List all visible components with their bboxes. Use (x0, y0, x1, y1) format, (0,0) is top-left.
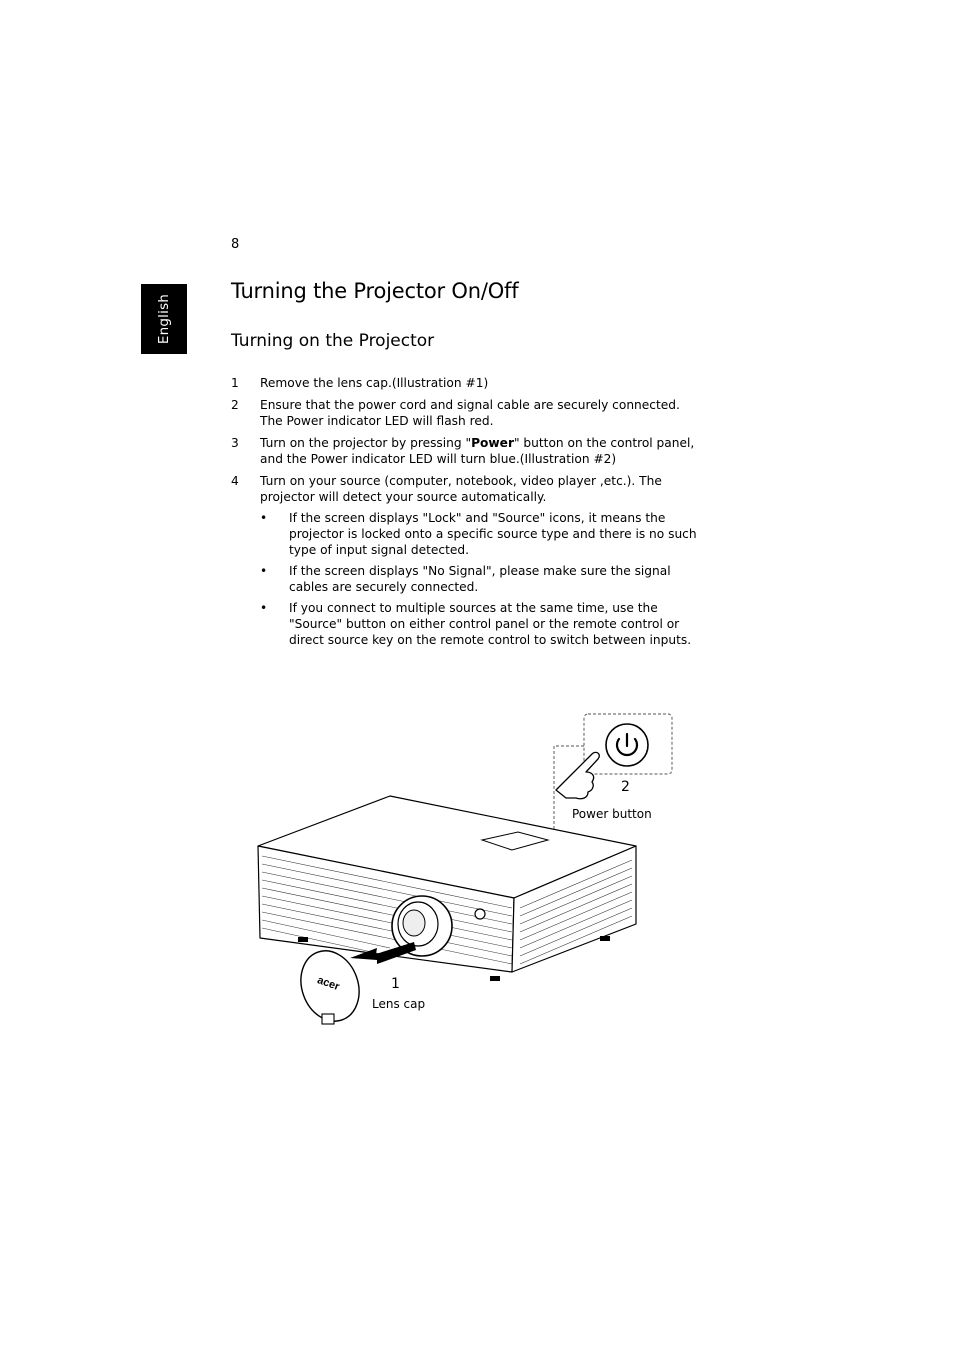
ir-sensor (475, 909, 485, 919)
bullet-item (260, 600, 706, 648)
step-number: 2 (231, 398, 239, 412)
language-tab-label: English (156, 293, 172, 345)
bullet-symbol: • (260, 564, 268, 578)
projector-drawing (250, 710, 680, 1030)
projector-body (258, 796, 636, 972)
step-text-bold: Power (471, 436, 514, 450)
callout-number-1: 1 (391, 976, 400, 992)
step-text: Ensure that the power cord and signal cable are securely connected. The Power indicator LED will flash red. (260, 398, 680, 428)
bullet-text: If the screen displays "No Signal", please make sure the signal cables are securely connected. (289, 564, 671, 594)
page-title: Turning the Projector On/Off (231, 279, 519, 303)
bullet-symbol: • (260, 601, 268, 615)
language-tab (141, 284, 187, 354)
bullet-text: If you connect to multiple sources at the same time, use the "Source" button on either control panel or the remote control or direct source key on the remote control to switch between inputs. (289, 601, 692, 647)
bullet-item (260, 510, 706, 558)
step-item (231, 375, 706, 391)
bullet-item (260, 563, 706, 595)
callout-label-lens-cap: Lens cap (372, 997, 426, 1011)
bullet-symbol: • (260, 511, 268, 525)
brand-logo: acer (315, 974, 341, 994)
projector-illustration (250, 710, 680, 1030)
step-text: Turn on your source (computer, notebook, video player ,etc.). The projector will detect your source automatically. (260, 474, 662, 504)
section-heading: Turning on the Projector (231, 331, 435, 351)
step-number: 4 (231, 474, 239, 488)
step-item (231, 473, 706, 648)
step-number: 3 (231, 436, 239, 450)
bullet-text: If the screen displays "Lock" and "Source" icons, it means the projector is locked onto a specific source type and there is no such type of input signal detected. (289, 511, 697, 557)
step-text-pre: Turn on the projector by pressing " (260, 436, 472, 450)
step-number: 1 (231, 376, 239, 390)
bullet-list (260, 510, 706, 648)
page-number: 8 (231, 237, 240, 252)
callout-number-2: 2 (621, 779, 630, 795)
callout-label-power-button: Power button (572, 807, 652, 821)
power-icon (606, 724, 648, 766)
hand-press-icon (556, 752, 599, 798)
step-item (231, 435, 706, 467)
step-item (231, 397, 706, 429)
step-text: Remove the lens cap.(Illustration #1) (260, 376, 489, 390)
steps-list (231, 375, 706, 654)
step-text-post: " button on the control panel, and the Power indicator LED will turn blue.(Illustration #2) (260, 436, 695, 466)
